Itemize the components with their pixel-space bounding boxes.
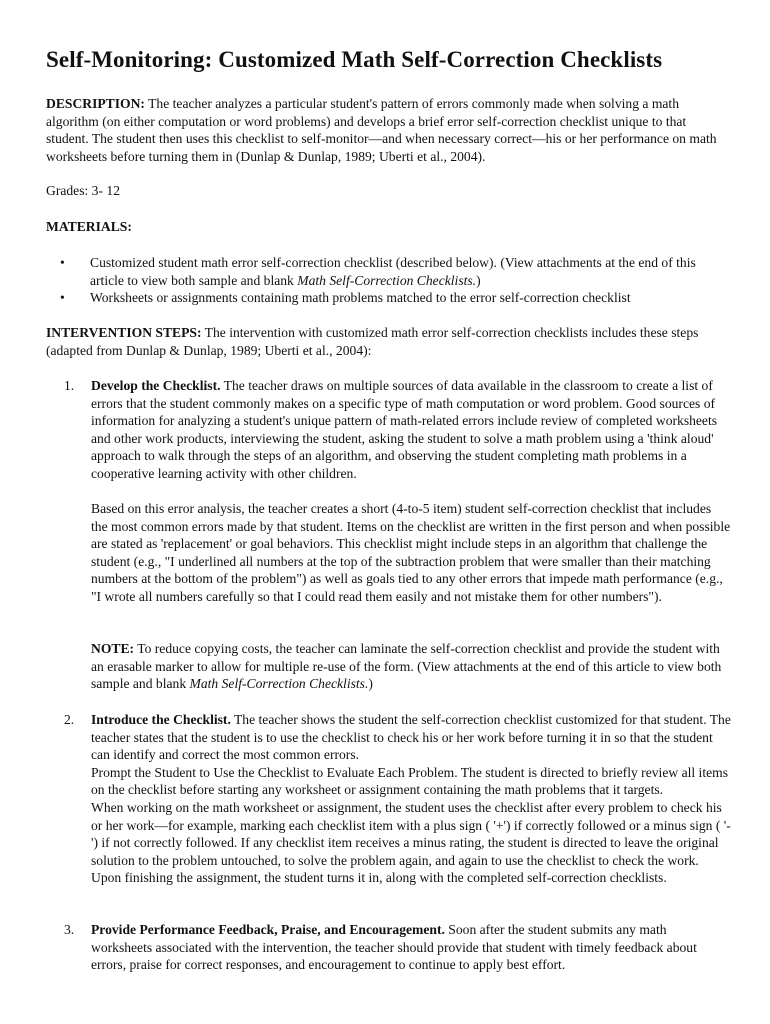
grades-line: Grades: 3- 12	[46, 183, 120, 198]
bullet-icon: •	[60, 255, 65, 270]
step-number: 1.	[64, 378, 75, 393]
intervention-paragraph	[46, 324, 730, 359]
step-heading: Introduce the Checklist.	[91, 712, 231, 727]
intervention-text: The intervention with customized math error self-correction checklists includes these steps (adapted from Dunlap & Dunlap, 1989; Uberti et al., 2004):	[46, 325, 699, 358]
bullet-icon: •	[60, 290, 65, 305]
materials-item-text: Customized student math error self-correction checklist (described below). (View attachments at the end of this article to view both sample and blank	[90, 255, 696, 288]
step-text: The teacher shows the student the self-correction checklist customized for that student. The teacher states that the student is to use the checklist to check his or her work before turning it in so that the student can identify and correct the most common errors.	[91, 712, 731, 763]
step-text: The teacher draws on multiple sources of data available in the classroom to create a list of errors that the student commonly makes on a specific type of math computation or word problem. Good sources of information for analyzing a student's unique pattern of math-related errors include review of completed worksheets and other work products, interviewing the student, asking the student to solve a math problem using a 'think aloud' approach to walk through the steps of an algorithm, and observing the student completing math problems in a cooperative learning activity with other children.	[91, 378, 718, 481]
note-italic: Math Self-Correction Checklists.	[189, 676, 369, 692]
note-text: To reduce copying costs, the teacher can laminate the self-correction checklist and provide the student with an erasable marker to allow for multiple re-use of the form. (View attachments at the end of this article to view both sample and blank	[91, 641, 722, 692]
materials-item-text: Worksheets or assignments containing math problems matched to the error self-correction checklist	[90, 290, 631, 305]
materials-heading: MATERIALS:	[46, 219, 132, 234]
step-1-paragraph-2: Based on this error analysis, the teacher creates a short (4-to-5 item) student self-correction checklist that includes the most common errors made by that student. Items on the checklist are written in the first person and when possible are stated as 'replacement' or goal behaviors. This checklist might include steps in an algorithm that challenge the student (e.g., "I underlined all numbers at the top of the subtraction problem that were smaller than their matching numbers at the bottom of the problem") as well as goals tied to any other errors that impede math performance (e.g., "I wrote all numbers carefully so that I could read them easily and not mistake them for other numbers").	[91, 501, 731, 604]
description-label: DESCRIPTION:	[46, 96, 145, 111]
note-label: NOTE:	[91, 641, 135, 656]
page-title: Self-Monitoring: Customized Math Self-Correction Checklists	[46, 47, 663, 72]
step-heading: Provide Performance Feedback, Praise, and Encouragement.	[91, 922, 445, 937]
step-number: 3.	[64, 922, 75, 937]
step-number: 2.	[64, 712, 75, 727]
step-prompt-text: Prompt the Student to Use the Checklist to Evaluate Each Problem. The student is directed to briefly review all items on the checklist before starting any worksheet or assignment containing the math problems that it targets.	[91, 764, 729, 798]
document-page: Self-Monitoring: Customized Math Self-Correction Checklists DESCRIPTION: The teacher analyzes a particular student's pattern of errors commonly made when solving a math algorithm (on either computation or word problems) and develops a brief error self-correction checklist unique to that student. The student then uses this checklist to self-monitor—and when necessary correct—his or her performance on math worksheets before turning them in (Dunlap & Dunlap, 1989; Uberti et al., 2004). Grades: 3- 12 MATERIALS: • Customized student math error self-correction checklist (described below). (View attachments at the end of this article to view both sample and blank Math Self-Correction Checklists.) • Worksheets or assignments containing math problems matched to the error self-correction checklist INTERVENTION STEPS: The intervention with customized math error self-correction checklists includes these steps (adapted from Dunlap & Dunlap, 1989; Uberti et al., 2004): 1. Develop the Checklist. The teacher draws on multiple sources of data available in the classroom to create a list of errors that the student commonly makes on a specific type of math computation or word problem. Good sources of information for analyzing a student's unique pattern of math-related errors include review of completed worksheets and other work products, interviewing the student, asking the student to solve a math problem using a 'think aloud' approach to walk through the steps of an algorithm, and observing the student completing math problems in a cooperative learning activity with other children. Based on this error analysis, the teacher creates a short (4-to-5 item) student self-correction checklist that includes the most common errors made by that student. Items on the checklist are written in the first person and when possible are stated as 'replacement' or goal behaviors. This checklist might include steps in an algorithm that challenge the student (e.g., "I underlined all numbers at the top of the subtraction problem that were smaller than their matching numbers at the bottom of the problem") as well as goals tied to any other errors that impede math performance (e.g., "I wrote all numbers carefully so that I could read them easily and not mistake them for other numbers"). NOTE: To reduce copying costs, the teacher can laminate the self-correction checklist and provide the student with an erasable marker to allow for multiple re-use of the form. (View attachments at the end of this article to view both sample and blank Math Self-Correction Checklists.) 2. Introduce the Checklist. The teacher shows the student the self-correction checklist customized for that student. The teacher states that the student is to use the checklist to check his or her work before turning it in so that the student can identify and correct the most common errors. Prompt the Student to Use the Checklist to Evaluate Each Problem. The student is directed to briefly review all items on the checklist before starting any worksheet or assignment containing the math problems that it targets. When working on the math worksheet or assignment, the student uses the checklist after every problem to check his or her work—for example, marking each checklist item with a plus sign ( '+') if correctly followed or a minus sign ( '-') if not correctly followed. If any checklist item receives a minus rating, the student is directed to leave the original solution to the problem untouched, to solve the problem again, and again to use the checklist to check the work. Upon finishing the assignment, the student turns it in, along with the completed self-correction checklists. 3. Provide Performance Feedback, Praise, and Encouragement. Soon after the student submits any math worksheets associated with the intervention, the teacher should provide that student with timely feedback about errors, praise for correct responses, and encouragement to continue to apply best effort.	[46, 47, 731, 973]
step-heading: Develop the Checklist.	[91, 378, 221, 393]
step-1-note: NOTE: To reduce copying costs, the teacher can laminate the self-correction checklist and provide the student with an erasable marker to allow for multiple re-use of the form. (View attachments at the end of this article to view both sample and blank Math Self-Correction Checklists.)	[91, 641, 722, 692]
description-text: The teacher analyzes a particular student's pattern of errors commonly made when solving a math algorithm (on either computation or word problems) and develops a brief error self-correction checklist unique to that student. The student then uses this checklist to self-monitor—and when necessary correct—his or her performance on math worksheets before turning them in (Dunlap & Dunlap, 1989; Uberti et al., 2004).	[46, 96, 717, 164]
description-paragraph	[46, 95, 730, 165]
step-text: Soon after the student submits any math worksheets associated with the intervention, the teacher should provide that student with timely feedback about errors, praise for correct responses, and encouragement to continue to apply best effort.	[91, 922, 697, 973]
materials-item-italic: Math Self-Correction Checklists.	[297, 272, 477, 288]
step-detail-text: When working on the math worksheet or assignment, the student uses the checklist after every problem to check his or her work—for example, marking each checklist item with a plus sign ( '+') if correctly followed or a minus sign ( '-') if not correctly followed. If any checklist item receives a minus rating, the student is directed to leave the original solution to the problem untouched, to solve the problem again, and again to use the checklist to check the work. Upon finishing the assignment, the student turns it in, along with the completed self-correction checklists.	[91, 799, 731, 886]
intervention-label: INTERVENTION STEPS:	[46, 325, 202, 340]
